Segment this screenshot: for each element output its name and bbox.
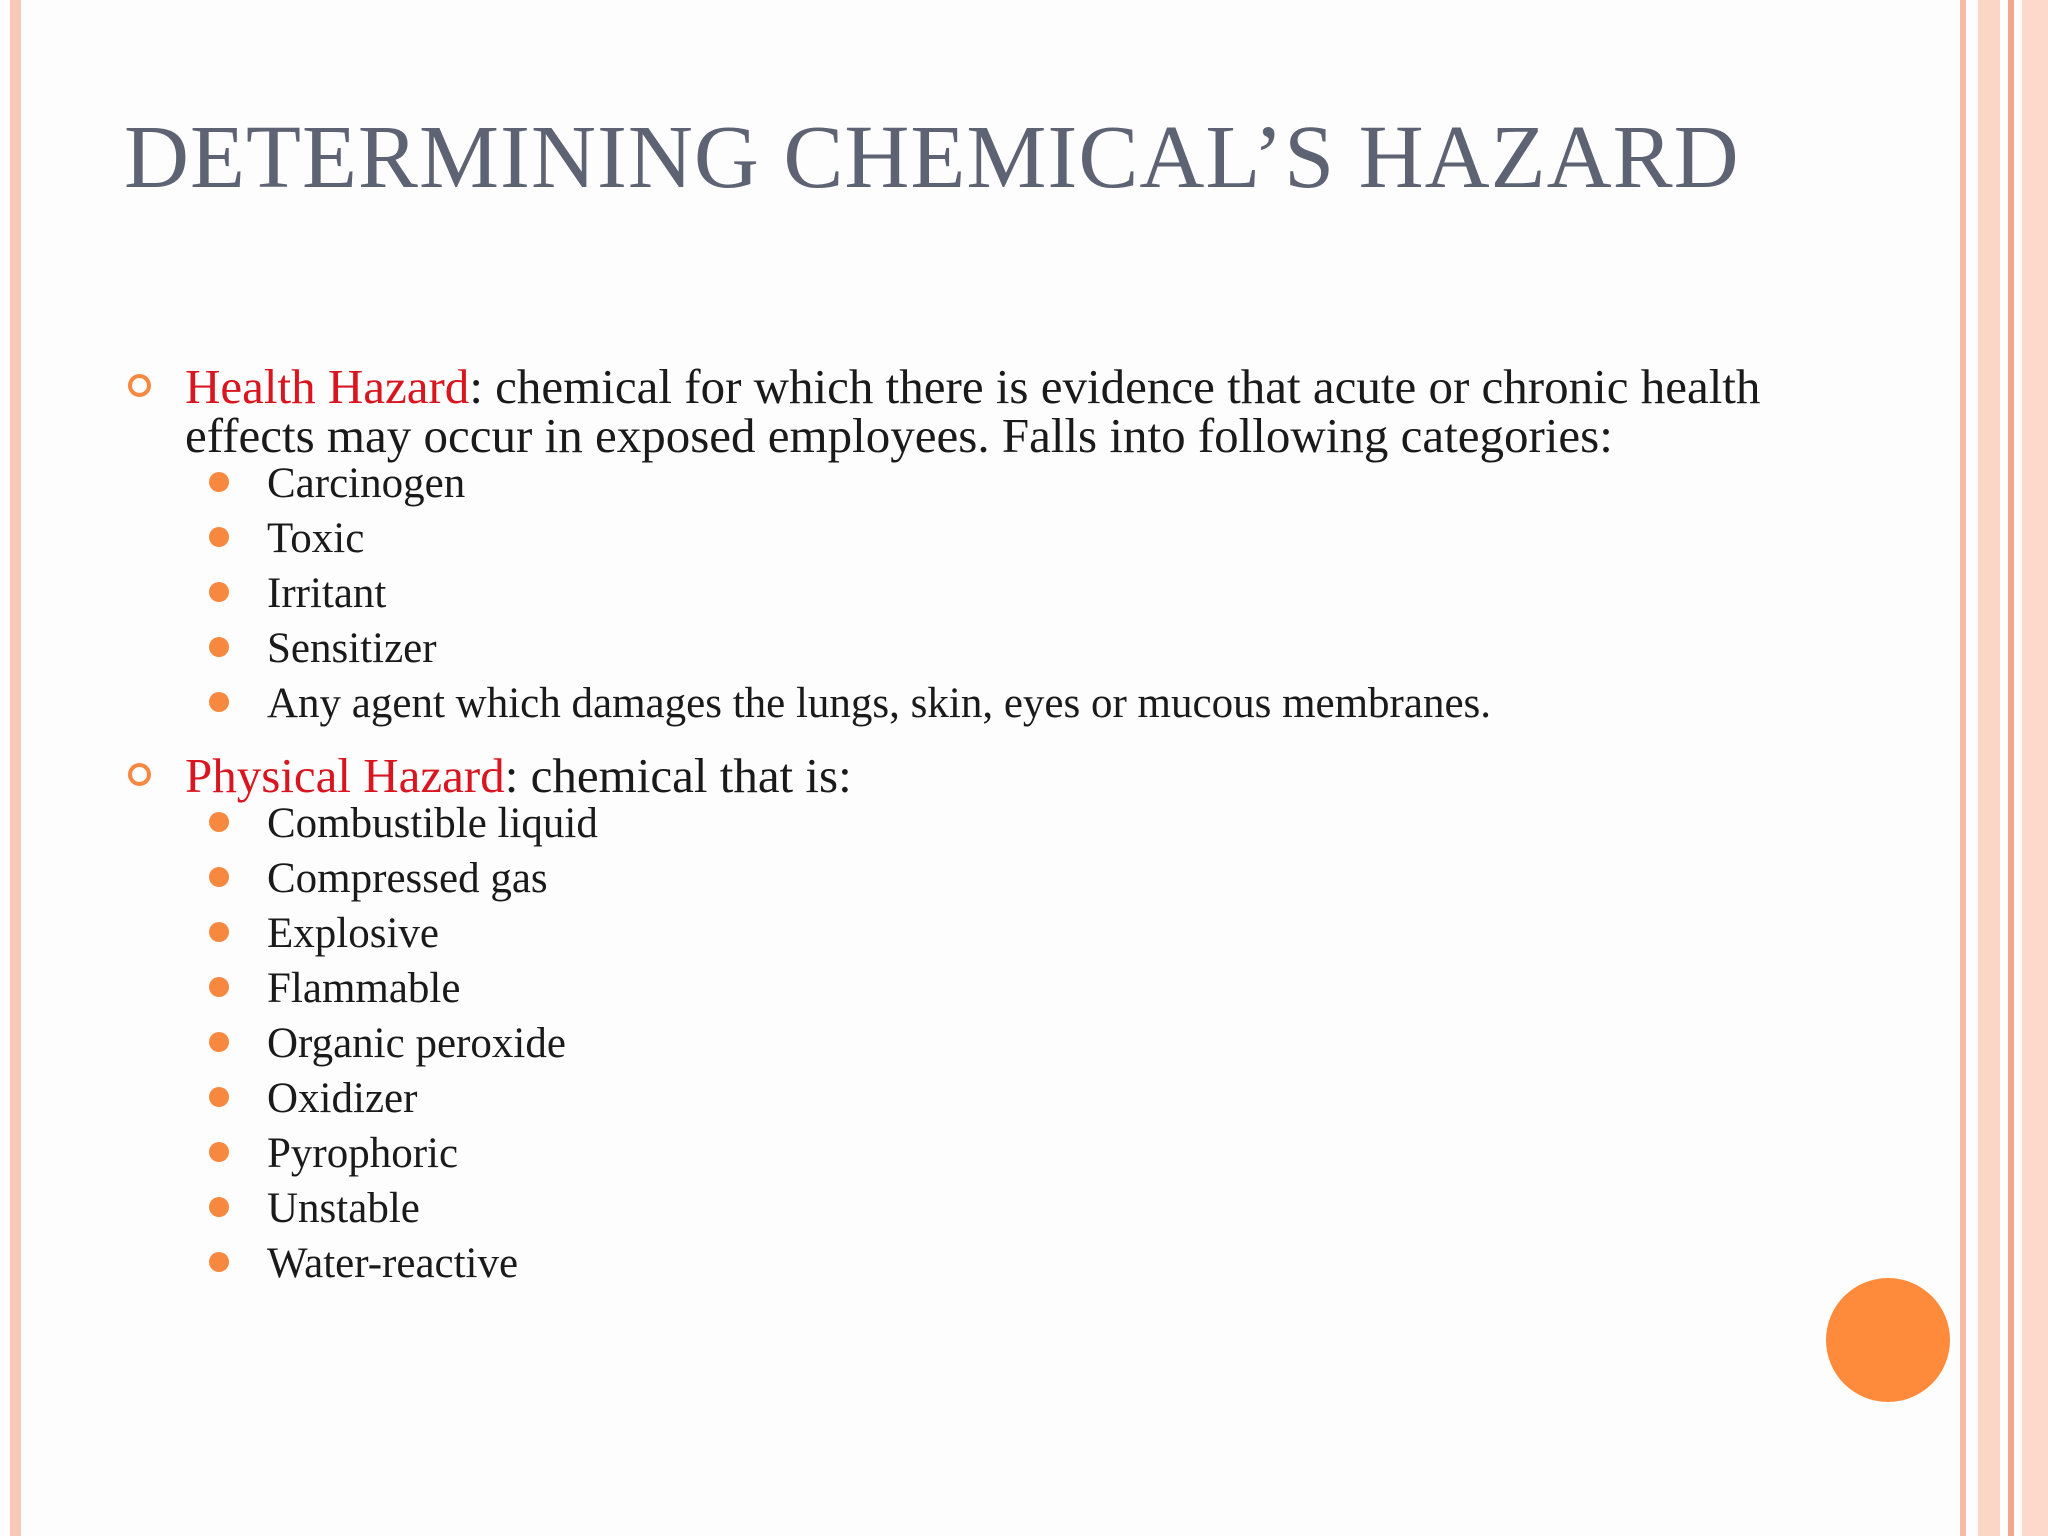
filled-circle-bullet-icon — [209, 692, 229, 712]
slide-title: DETERMINING CHEMICAL’S HAZARD — [124, 108, 1740, 207]
list-item: Sensitizer — [124, 627, 1764, 671]
list-item: Water-reactive — [124, 1242, 1764, 1286]
physical-hazard-term: Physical Hazard — [185, 748, 505, 803]
physical-hazard-definition: : chemical that is: — [504, 748, 852, 803]
filled-circle-bullet-icon — [209, 1252, 229, 1272]
filled-circle-bullet-icon — [209, 637, 229, 657]
right-decorative-stripe — [1960, 0, 1966, 1536]
physical-hazard-bullet — [124, 748, 1764, 803]
list-item: Toxic — [124, 517, 1764, 561]
filled-circle-bullet-icon — [209, 1142, 229, 1162]
filled-circle-bullet-icon — [209, 582, 229, 602]
list-item: Flammable — [124, 967, 1764, 1011]
list-item: Explosive — [124, 912, 1764, 956]
filled-circle-bullet-icon — [209, 812, 229, 832]
list-item: Combustible liquid — [124, 802, 1764, 846]
hollow-circle-bullet-icon — [128, 763, 151, 786]
filled-circle-bullet-icon — [209, 922, 229, 942]
list-item: Compressed gas — [124, 857, 1764, 901]
right-decorative-stripe — [2022, 0, 2048, 1536]
health-hazard-term: Health Hazard — [185, 359, 470, 414]
slide-body — [124, 359, 1764, 1297]
list-item: Organic peroxide — [124, 1022, 1764, 1066]
health-hazard-bullet — [124, 359, 1764, 463]
filled-circle-bullet-icon — [209, 1197, 229, 1217]
filled-circle-bullet-icon — [209, 527, 229, 547]
health-hazard-definition: : chemical for which there is evidence that acute or chronic health effects may occur in exposed employees. Falls into following categories: — [185, 359, 1761, 463]
filled-circle-bullet-icon — [209, 1087, 229, 1107]
list-item: Oxidizer — [124, 1077, 1764, 1121]
filled-circle-bullet-icon — [209, 1032, 229, 1052]
filled-circle-bullet-icon — [209, 867, 229, 887]
list-item: Carcinogen — [124, 462, 1764, 506]
right-decorative-stripe — [2008, 0, 2014, 1536]
health-hazard-categories — [124, 462, 1764, 726]
list-item: Unstable — [124, 1187, 1764, 1231]
hollow-circle-bullet-icon — [128, 374, 151, 397]
filled-circle-bullet-icon — [209, 472, 229, 492]
physical-hazard-categories — [124, 802, 1764, 1286]
right-decorative-stripe — [1978, 0, 2000, 1536]
orange-accent-circle — [1826, 1278, 1950, 1402]
left-decorative-stripe — [10, 0, 21, 1536]
filled-circle-bullet-icon — [209, 977, 229, 997]
list-item: Pyrophoric — [124, 1132, 1764, 1176]
list-item: Any agent which damages the lungs, skin, eyes or mucous membranes. — [124, 682, 1764, 726]
list-item: Irritant — [124, 572, 1764, 616]
